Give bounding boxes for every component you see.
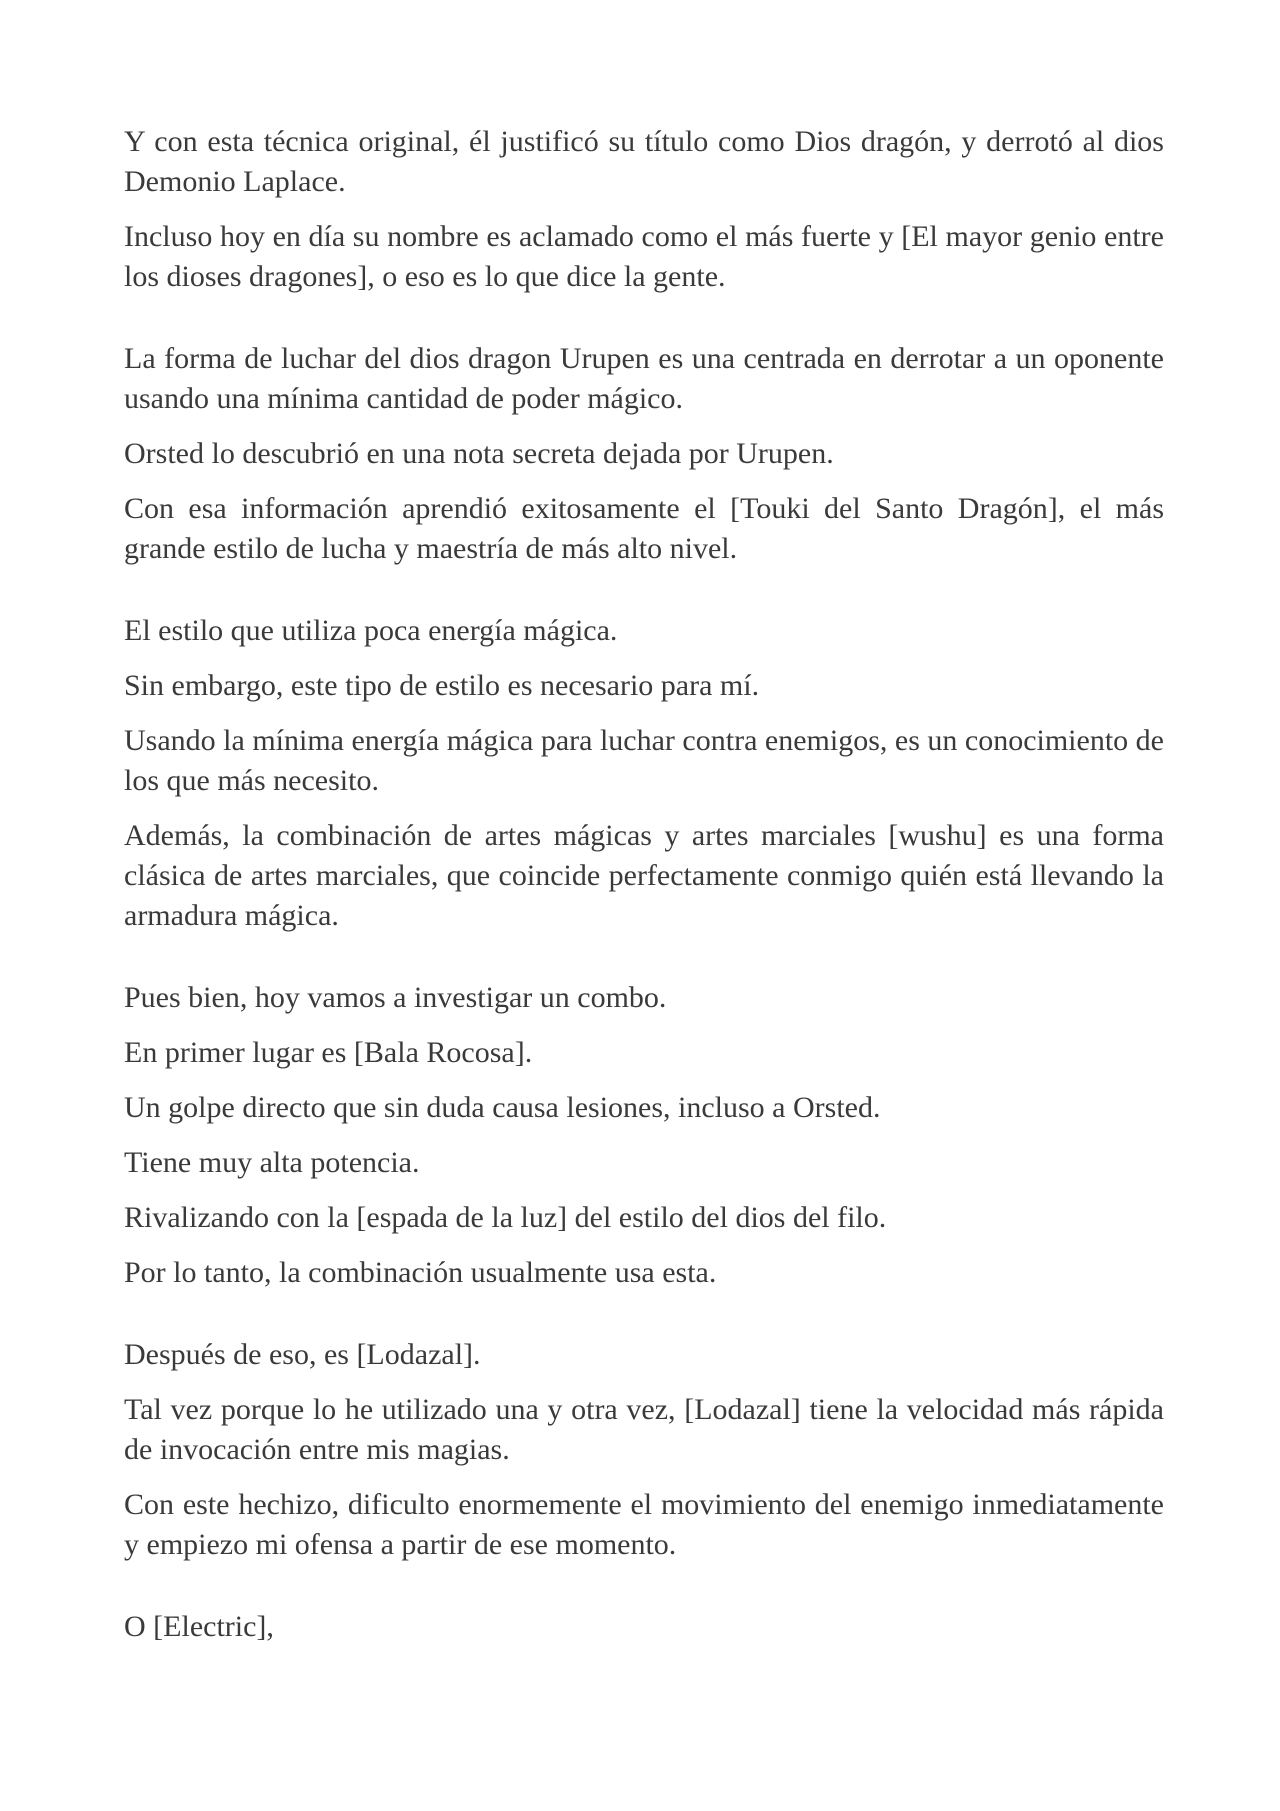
- paragraph: Después de eso, es [Lodazal].: [124, 1338, 481, 1371]
- paragraph: Con esa información aprendió exitosamente el [Touki del Santo Dragón], el más grande estilo de lucha y maestría de más alto nivel.: [124, 492, 1164, 565]
- section-5: [124, 1335, 1164, 1565]
- section-1: [124, 122, 1164, 297]
- paragraph: Tal vez porque lo he utilizado una y otra vez, [Lodazal] tiene la velocidad más rápida de invocación entre mis magias.: [124, 1393, 1164, 1466]
- document-page: [124, 122, 1164, 1662]
- section-6: [124, 1607, 1164, 1647]
- paragraph: Pues bien, hoy vamos a investigar un combo.: [124, 981, 667, 1014]
- paragraph: En primer lugar es [Bala Rocosa].: [124, 1036, 533, 1069]
- paragraph: Orsted lo descubrió en una nota secreta dejada por Urupen.: [124, 437, 834, 470]
- paragraph: Usando la mínima energía mágica para luchar contra enemigos, es un conocimiento de los que más necesito.: [124, 724, 1164, 797]
- paragraph: Además, la combinación de artes mágicas y artes marciales [wushu] es una forma clásica de artes marciales, que coincide perfectamente conmigo quién está llevando la armadura mágica.: [124, 819, 1164, 932]
- paragraph: Incluso hoy en día su nombre es aclamado como el más fuerte y [El mayor genio entre los dioses dragones], o eso es lo que dice la gente.: [124, 220, 1164, 293]
- paragraph: Y con esta técnica original, él justificó su título como Dios dragón, y derrotó al dios Demonio Laplace.: [124, 125, 1164, 198]
- paragraph: Con este hechizo, dificulto enormemente el movimiento del enemigo inmediatamente y empiezo mi ofensa a partir de ese momento.: [124, 1488, 1164, 1561]
- paragraph: Rivalizando con la [espada de la luz] del estilo del dios del filo.: [124, 1201, 887, 1234]
- paragraph: Tiene muy alta potencia.: [124, 1146, 420, 1179]
- paragraph: El estilo que utiliza poca energía mágica.: [124, 614, 618, 647]
- paragraph: Por lo tanto, la combinación usualmente usa esta.: [124, 1256, 717, 1289]
- section-3: [124, 611, 1164, 936]
- section-4: [124, 978, 1164, 1293]
- paragraph: O [Electric],: [124, 1610, 274, 1643]
- paragraph: Un golpe directo que sin duda causa lesiones, incluso a Orsted.: [124, 1091, 881, 1124]
- section-2: [124, 339, 1164, 569]
- paragraph: La forma de luchar del dios dragon Urupen es una centrada en derrotar a un oponente usando una mínima cantidad de poder mágico.: [124, 342, 1164, 415]
- paragraph: Sin embargo, este tipo de estilo es necesario para mí.: [124, 669, 760, 702]
